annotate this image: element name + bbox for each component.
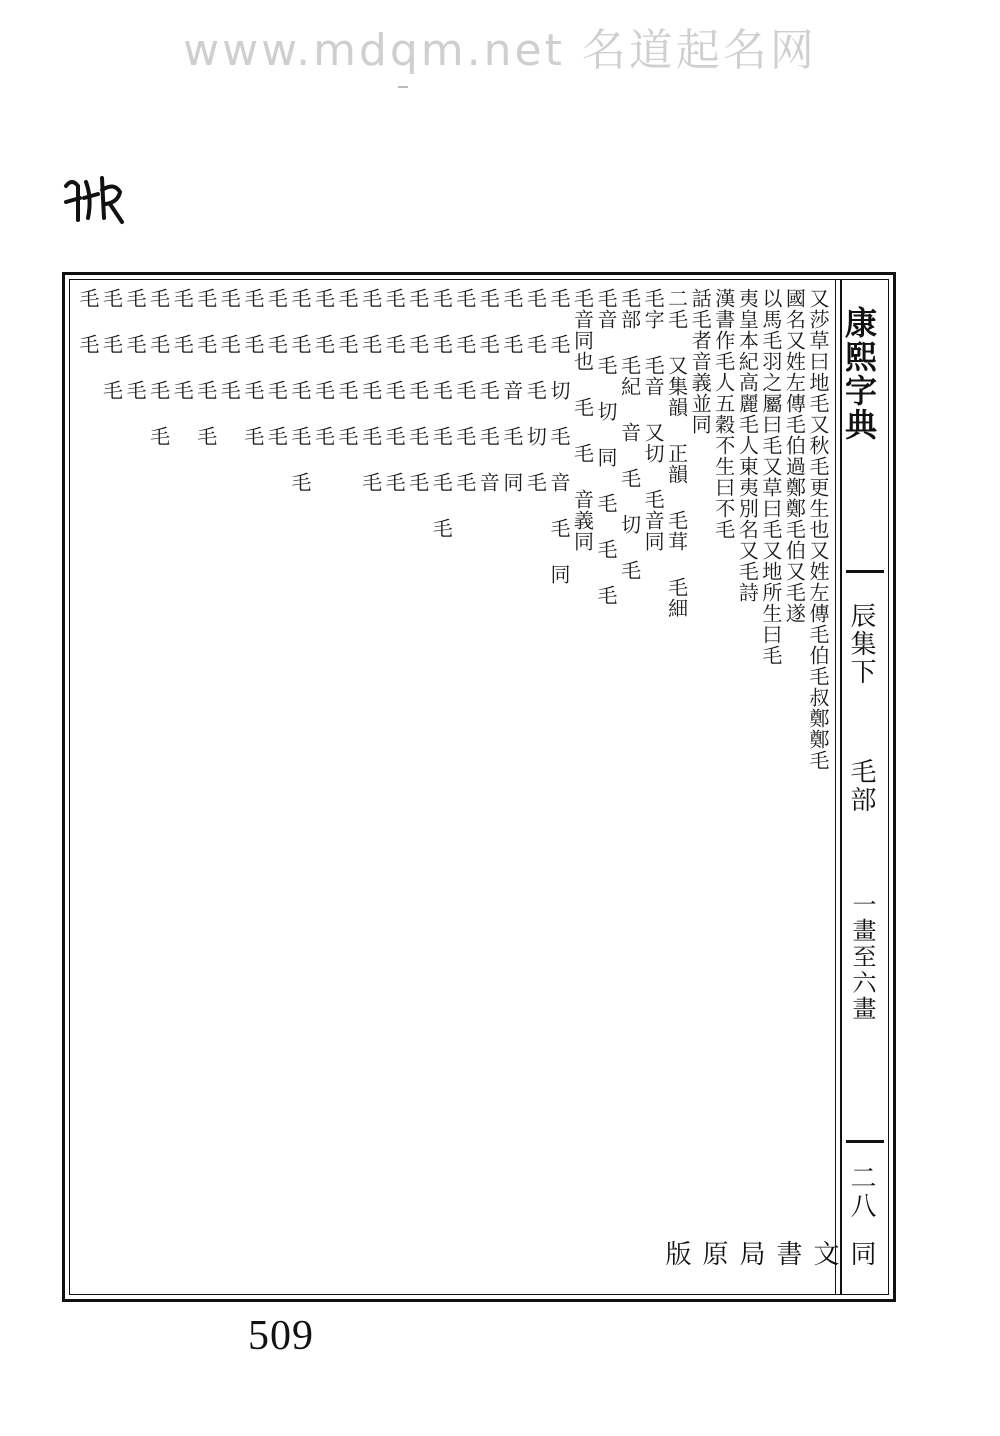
text-column: 毛 毛 毛 毛: [335, 288, 360, 447]
text-column: 毛 毛 毛 切 毛: [523, 288, 548, 493]
text-column: 毛 毛: [76, 288, 100, 355]
text-column: 毛 毛 毛 毛 毛: [452, 288, 477, 493]
text-column: 毛 毛 毛 毛: [311, 288, 336, 447]
text-column: 毛 毛 毛 毛 毛: [405, 288, 430, 493]
text-column: 毛 毛 毛: [99, 288, 124, 401]
text-column: 毛音 毛 切 同 毛 毛 毛: [594, 288, 619, 606]
text-column: 毛 毛 切 毛 音 毛 同: [546, 288, 571, 585]
text-column: 毛 毛 毛 毛: [146, 288, 171, 447]
text-column: 話毛者音義並同: [688, 288, 713, 435]
text-column: 毛 毛 毛: [123, 288, 148, 401]
text-column: 毛 毛 毛 毛 毛 毛: [429, 288, 454, 539]
stroke-range-label: 一畫至六畫: [848, 892, 876, 1022]
divider: [398, 86, 408, 88]
text-column: 毛 毛 音 毛 同: [499, 288, 524, 493]
radical-label: 毛部: [846, 758, 876, 814]
text-column: 毛 毛 毛 毛: [240, 288, 265, 447]
page-number: 509: [248, 1313, 314, 1359]
header-bar: [846, 570, 884, 573]
collection-label: 辰集下: [846, 602, 876, 686]
text-column: 毛 毛 毛 毛: [193, 288, 218, 447]
seal-stamp: [58, 168, 128, 230]
inner-frame: [69, 279, 889, 1295]
text-column: 毛 毛 毛 毛 毛: [287, 288, 312, 493]
text-column: 毛 毛 毛 毛 音: [476, 288, 501, 493]
text-column: 二毛 又集韻 正韻 毛茸 毛細: [664, 288, 689, 619]
text-column: 毛 毛 毛 毛 毛: [382, 288, 407, 493]
text-column: 夷皇本紀高麗毛人東夷別名又毛詩: [735, 288, 760, 603]
watermark: www.mdqm.net 名道起名网: [183, 25, 817, 76]
dictionary-body: [78, 288, 828, 1286]
text-column: 以馬毛羽之屬曰毛又草曰毛又地所生曰毛: [758, 288, 783, 666]
folio-number: 二八: [846, 1164, 876, 1220]
text-column: 又莎草曰地毛又秋毛更生也又姓左傳毛伯毛叔鄭鄭毛: [805, 288, 830, 771]
page-frame: [62, 272, 896, 1302]
book-title: 康熙字典: [840, 306, 878, 442]
text-column: 毛 毛 毛: [217, 288, 242, 401]
text-column: 國名又姓左傳毛伯過鄭鄭毛伯又毛遂: [782, 288, 807, 624]
text-column: 毛字 毛音 又切 毛音同: [641, 288, 666, 552]
text-column: 毛部 毛紀 音 毛 切 毛: [617, 288, 642, 581]
text-column: 漢書作毛人五穀不生曰不毛: [711, 288, 736, 540]
text-column: 毛 毛 毛 毛: [264, 288, 289, 447]
publisher-label: 同文書局原版: [661, 1240, 876, 1269]
text-column: 毛音同也 毛 毛 音義同: [570, 288, 595, 552]
text-column: 毛 毛 毛 毛 毛: [358, 288, 383, 493]
header-bar: [846, 1140, 884, 1143]
text-column: 毛 毛 毛: [170, 288, 195, 401]
